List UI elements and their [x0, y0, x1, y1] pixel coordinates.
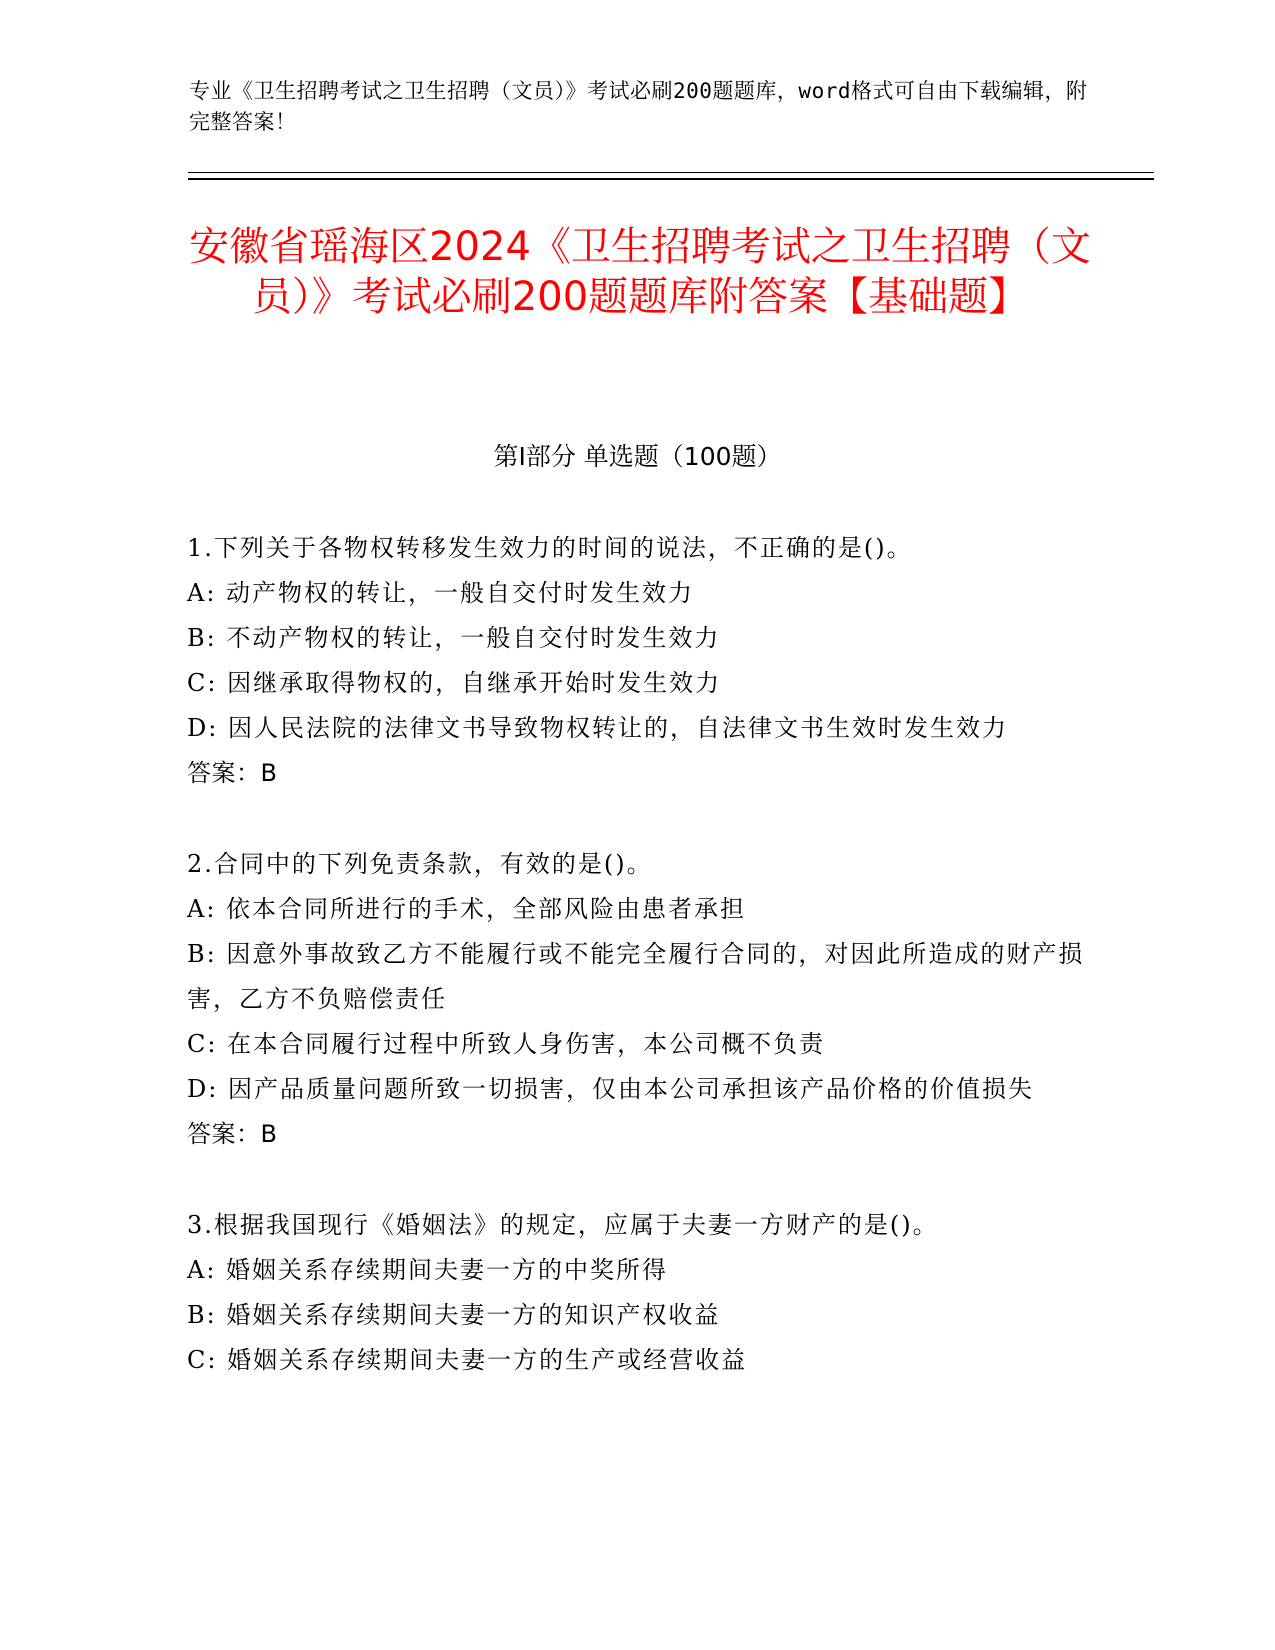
- question-1: [187, 526, 1087, 796]
- question-stem: 3.根据我国现行《婚姻法》的规定，应属于夫妻一方财产的是()。: [187, 1211, 939, 1239]
- option-c: C: 在本合同履行过程中所致人身伤害，本公司概不负责: [187, 1030, 826, 1058]
- document-title: 安徽省瑶海区2024《卫生招聘考试之卫生招聘（文员）》考试必刷200题题库附答案【基础题】: [189, 224, 1091, 320]
- option-c: C: 婚姻关系存续期间夫妻一方的生产或经营收益: [187, 1346, 748, 1374]
- header-divider-thick: [188, 178, 1154, 180]
- option-a: A: 婚姻关系存续期间夫妻一方的中奖所得: [187, 1256, 669, 1284]
- header-divider-thin: [188, 172, 1154, 173]
- option-b: B: 不动产物权的转让，一般自交付时发生效力: [187, 624, 721, 652]
- question-3: [187, 1203, 1087, 1383]
- header-note: 专业《卫生招聘考试之卫生招聘（文员）》考试必刷200题题库，word格式可自由下载编辑，附完整答案！: [189, 79, 1088, 134]
- question-list: [187, 526, 1087, 1429]
- option-d: D: 因产品质量问题所致一切损害，仅由本公司承担该产品价格的价值损失: [187, 1075, 1034, 1103]
- option-a: A: 依本合同所进行的手术，全部风险由患者承担: [187, 895, 747, 923]
- option-b: B: 因意外事故致乙方不能履行或不能完全履行合同的，对因此所造成的财产损害，乙方不负赔偿责任: [187, 940, 1085, 1013]
- answer: 答案：B: [187, 1120, 278, 1148]
- section-heading: 第I部分 单选题（100题）: [493, 442, 782, 471]
- question-2: [187, 842, 1087, 1157]
- option-c: C: 因继承取得物权的，自继承开始时发生效力: [187, 669, 722, 697]
- option-d: D: 因人民法院的法律文书导致物权转让的，自法律文书生效时发生效力: [187, 714, 1008, 742]
- option-a: A: 动产物权的转让，一般自交付时发生效力: [187, 579, 695, 607]
- question-stem: 1.下列关于各物权转移发生效力的时间的说法，不正确的是()。: [187, 534, 913, 562]
- question-stem: 2.合同中的下列免责条款，有效的是()。: [187, 850, 653, 878]
- answer: 答案：B: [187, 759, 278, 787]
- option-b: B: 婚姻关系存续期间夫妻一方的知识产权收益: [187, 1301, 721, 1329]
